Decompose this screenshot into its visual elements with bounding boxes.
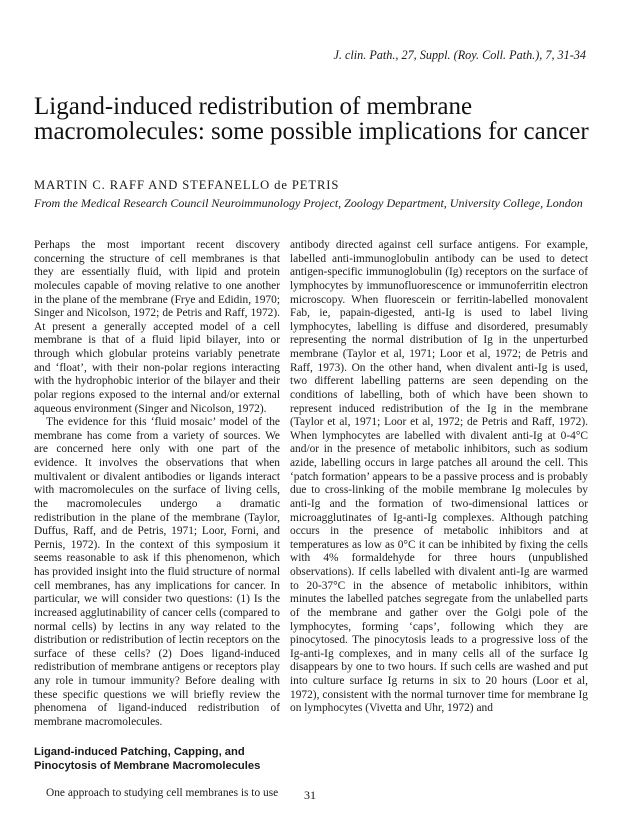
journal-reference: J. clin. Path., 27, Suppl. (Roy. Coll. Path.), 7, 31-34 xyxy=(333,48,586,62)
author-affiliation: From the Medical Research Council Neuroimmunology Project, Zoology Department, University College, London xyxy=(34,196,583,210)
body-paragraph: Perhaps the most important recent discovery concerning the structure of cell membranes is that they are essentially fluid, with lipid and protein molecules capable of moving relative to one another in the plane of the membrane (Frye and Edidin, 1970; Singer and Nicolson, 1972; de Petris and Raff, 1972). At present a generally accepted model of a cell membrane is that of a fluid lipid bilayer, into or through which globular proteins variably penetrate and ‘float’, with their non-polar regions interacting with the hydrophobic interior of the bilayer and their polar regions exposed to the internal and/or external aqueous environment (Singer and Nicolson, 1972). xyxy=(34,239,280,415)
left-column xyxy=(34,239,280,800)
article-authors: MARTIN C. RAFF AND STEFANELLO de PETRIS xyxy=(34,178,340,192)
article-title: Ligand-induced redistribution of membrane macromolecules: some possible implications for cancer xyxy=(34,93,589,145)
section-heading: Ligand-induced Patching, Capping, and Pinocytosis of Membrane Macromolecules xyxy=(34,745,261,772)
right-column xyxy=(290,239,588,716)
body-paragraph: antibody directed against cell surface antigens. For example, labelled anti-immunoglobulin antibody can be used to detect antigen-specific immunoglobulin (Ig) receptors on the surface of lymphocytes by immunofluorescence or immunoferritin electron microscopy. When fluorescein or ferritin-labelled monovalent Fab, ie, papain-digested, anti-Ig is used to label living lymphocytes, labelling is diffuse and disordered, presumably representing the normal distribution of Ig in the unperturbed membrane (Taylor et al, 1971; Loor et al, 1972; de Petris and Raff, 1973). On the other hand, when divalent anti-Ig is used, two different labelling patterns are seen depending on the conditions of labelling, both of which have been shown to represent induced redistribution of the Ig in the membrane (Taylor et al, 1971; Loor et al, 1972; de Petris and Raff, 1972). When lymphocytes are labelled with divalent anti-Ig at 0-4°C and/or in the presence of metabolic inhibitors, such as sodium azide, labelling occurs in large patches all around the cell. This ‘patch formation’ appears to be a passive process and is probably due to cross-linking of the mobile membrane Ig molecules by anti-Ig and the formation of two-dimensional lattices or microagglutinates of Ig-anti-Ig complexes. Although patching occurs in the presence of metabolic inhibitors and at temperatures as low as 0°C it can be inhibited by fixing the cells with 4% formaldehyde for three hours (unpublished observations). If cells labelled with divalent anti-Ig are warmed to 20-37°C in the absence of metabolic inhibitors, within minutes the labelled patches segregate from the unlabelled parts of the membrane and gather over the Golgi pole of the lymphocytes, forming ‘caps’, following which they are pinocytosed. The pinocytosis leads to a progressive loss of the Ig-anti-Ig complexes, and in many cells all of the surface Ig disappears by one to two hours. If such cells are washed and put into culture surface Ig returns in six to 20 hours (Loor et al, 1972), consistent with the normal turnover time for membrane Ig on lymphocytes (Vivetta and Uhr, 1972) and xyxy=(290,239,588,715)
body-paragraph: The evidence for this ‘fluid mosaic’ model of the membrane has come from a variety of sources. We are concerned here only with one part of the evidence. It involves the observations that when multivalent or divalent antibodies or ligands interact with macromolecules on the surface of living cells, the macromolecules undergo a dramatic redistribution in the plane of the membrane (Taylor, Duffus, Raff, and de Petris, 1971; Loor, Forni, and Pernis, 1972). In the context of this symposium it seems reasonable to ask if this phenomenon, which has provided insight into the fluid structure of normal cell membranes, has any implications for cancer. In particular, we will consider two questions: (1) Is the increased agglutinability of cancer cells (compared to normal cells) by lectins in any way related to the distribution or redistribution of lectin receptors on the surface of these cells? (2) Does ligand-induced redistribution of membrane antigens or receptors play any role in tumour immunity? Before dealing with these specific questions we will briefly review the phenomena of ligand-induced redistribution of membrane macromolecules. xyxy=(34,416,280,728)
body-paragraph: One approach to studying cell membranes is to use xyxy=(46,786,279,799)
page-number: 31 xyxy=(304,788,316,802)
